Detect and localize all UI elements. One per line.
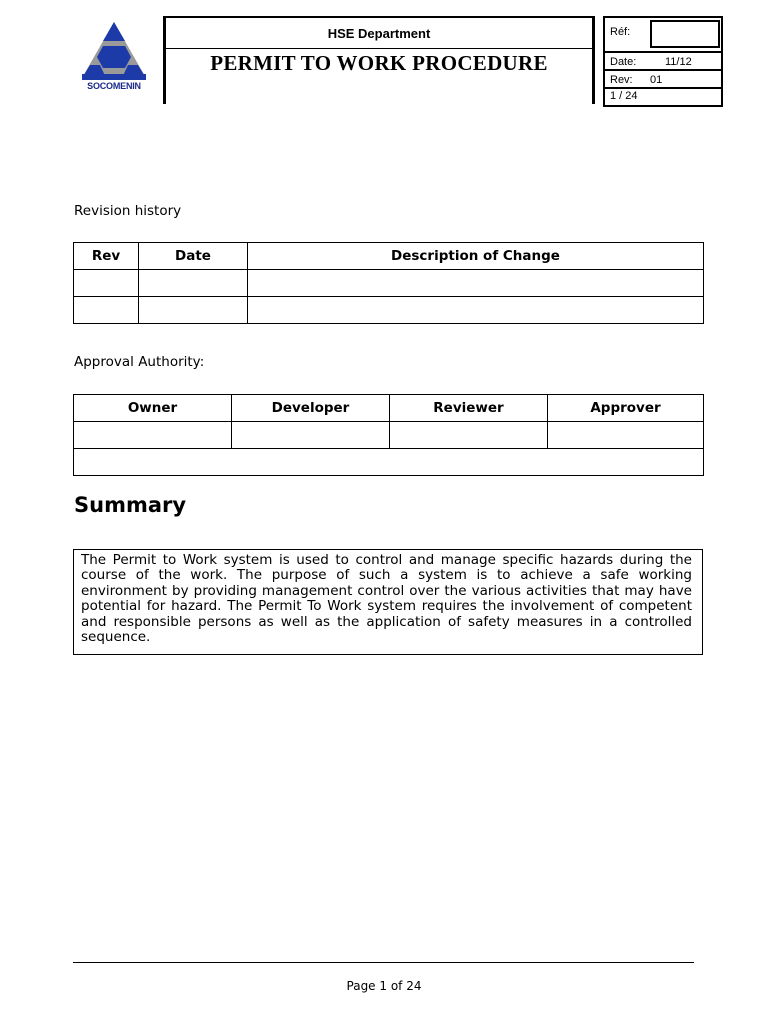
column-header-rev: Rev xyxy=(74,243,139,270)
column-header-owner: Owner xyxy=(74,395,232,422)
date-value: 11/12 xyxy=(665,56,692,68)
table-header-row xyxy=(74,395,704,422)
table-cell xyxy=(390,422,548,449)
document-title: PERMIT TO WORK PROCEDURE xyxy=(210,51,548,75)
table-row xyxy=(74,449,704,476)
summary-text: The Permit to Work system is used to control and manage specific hazards during the course of the work. The purpose of such a system is to achieve a safe working environment by providing management control over the various activities that may have potential for hazard. The Permit To Work system requires the involvement of competent and responsible persons as well as the application of safety measures in a controlled sequence. xyxy=(73,549,703,655)
page-count: 1 / 24 xyxy=(610,90,638,102)
footer-divider xyxy=(73,962,694,963)
table-row xyxy=(74,270,704,297)
page-number: Page 1 of 24 xyxy=(346,979,422,993)
reference-label: Réf: xyxy=(610,26,631,38)
page-count-row xyxy=(605,87,721,107)
date-label: Date: xyxy=(610,56,637,68)
summary-heading: Summary xyxy=(74,493,187,517)
department-name: HSE Department xyxy=(166,18,592,49)
approval-authority-label: Approval Authority: xyxy=(74,354,205,370)
table-header-row xyxy=(74,243,704,270)
revision-history-label: Revision history xyxy=(74,203,182,219)
revision-history-table xyxy=(73,242,704,324)
logo-wordmark: SOCOMENIN xyxy=(87,81,141,91)
logo-triangle-icon xyxy=(80,20,148,82)
column-header-date: Date xyxy=(139,243,248,270)
approval-authority-table xyxy=(73,394,704,476)
document-meta-block xyxy=(603,16,723,107)
table-cell xyxy=(248,270,704,297)
table-cell xyxy=(248,297,704,324)
column-header-developer: Developer xyxy=(232,395,390,422)
table-cell xyxy=(139,270,248,297)
table-cell xyxy=(232,422,390,449)
column-header-reviewer: Reviewer xyxy=(390,395,548,422)
reference-row xyxy=(605,18,721,51)
revision-label: Rev: xyxy=(610,74,633,86)
table-cell xyxy=(74,449,704,476)
reference-value-box xyxy=(650,20,720,48)
table-cell xyxy=(548,422,704,449)
revision-row xyxy=(605,69,721,89)
table-row xyxy=(74,422,704,449)
column-header-approver: Approver xyxy=(548,395,704,422)
table-cell xyxy=(74,270,139,297)
revision-value: 01 xyxy=(650,74,663,86)
table-cell xyxy=(74,422,232,449)
table-cell xyxy=(139,297,248,324)
column-header-description: Description of Change xyxy=(248,243,704,270)
table-cell xyxy=(74,297,139,324)
date-row xyxy=(605,51,721,71)
table-row xyxy=(74,297,704,324)
header-title-block xyxy=(163,16,595,104)
